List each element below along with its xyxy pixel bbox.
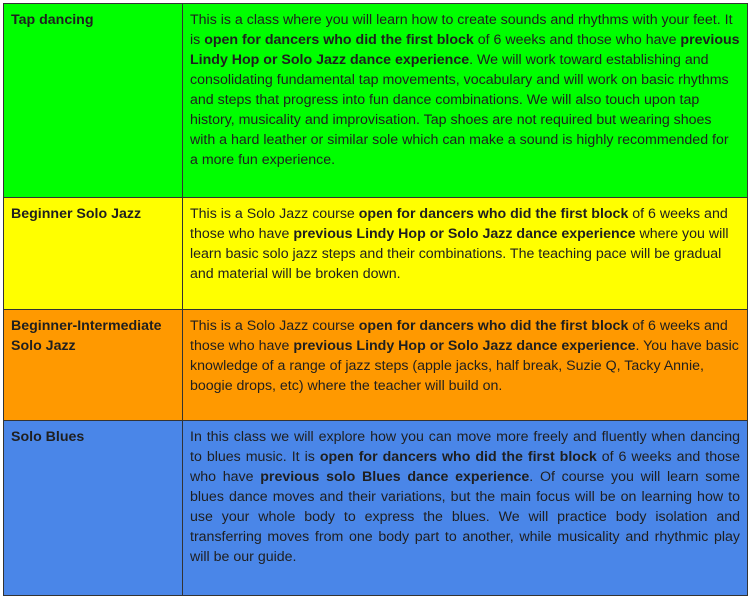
description-text: . Of course you will learn some blues dance moves and their variations, but the main focus will be on learning how to use your whole body to express the blues. We will practice body isolation and transferring moves from one body part to another, while musicality and rhythmic play will be our guide. <box>190 469 740 565</box>
course-description <box>183 198 748 310</box>
description-text: . We will work toward establishing and consolidating fundamental tap movements, vocabulary and will work on basic rhythms and steps that progress into fun dance combinations. We will also touch upon tap history, musicality and improvisation. Tap shoes are not required but wearing shoes with a hard leather or similar sole which can make a sound is highly recommended for a more fun experience. <box>190 52 729 168</box>
description-bold: previous solo Blues dance experience <box>260 469 530 485</box>
course-row-tap-dancing <box>4 4 748 198</box>
course-name: Beginner-Intermediate Solo Jazz <box>4 310 183 421</box>
description-bold: open for dancers who did the first block <box>319 449 597 465</box>
description-text: where you will learn basic solo jazz steps and their combinations. The teaching pace will be gradual and material will be broken down. <box>190 226 729 282</box>
course-description <box>183 4 748 198</box>
description-text: This is a Solo Jazz course <box>190 206 359 222</box>
course-name: Beginner Solo Jazz <box>4 198 183 310</box>
description-text: In this class we will explore how you can move more freely and fluently when dancing to blues music. It is <box>190 429 740 465</box>
description-bold: open for dancers who did the first block <box>358 318 629 334</box>
description-text: . You have basic knowledge of a range of jazz steps (apple jacks, half break, Suzie Q, Tacky Annie, boogie drops, etc) where the teacher will build on. <box>190 338 739 394</box>
description-text: This is a class where you will learn how to create sounds and rhythms with your feet. It is <box>190 12 733 48</box>
description-bold: previous Lindy Hop or Solo Jazz dance experience <box>293 338 636 354</box>
course-table <box>3 3 748 596</box>
description-bold: previous Lindy Hop or Solo Jazz dance experience <box>293 226 636 242</box>
course-name: Tap dancing <box>4 4 183 198</box>
description-text: of 6 weeks and those who have <box>190 206 728 242</box>
description-text: of 6 weeks and those who have <box>473 32 681 48</box>
course-description <box>183 310 748 421</box>
description-bold: open for dancers who did the first block <box>358 206 629 222</box>
description-bold: previous Lindy Hop or Solo Jazz dance experience <box>190 32 740 68</box>
course-name: Solo Blues <box>4 421 183 596</box>
course-row-beginner-solo-jazz <box>4 198 748 310</box>
description-bold: open for dancers who did the first block <box>204 32 474 48</box>
description-text: This is a Solo Jazz course <box>190 318 359 334</box>
description-text: of 6 weeks and those who have <box>190 318 728 354</box>
course-row-beginner-intermediate-solo-jazz <box>4 310 748 421</box>
course-description <box>183 421 748 596</box>
course-row-solo-blues <box>4 421 748 596</box>
description-text: of 6 weeks and those who have <box>190 449 740 485</box>
